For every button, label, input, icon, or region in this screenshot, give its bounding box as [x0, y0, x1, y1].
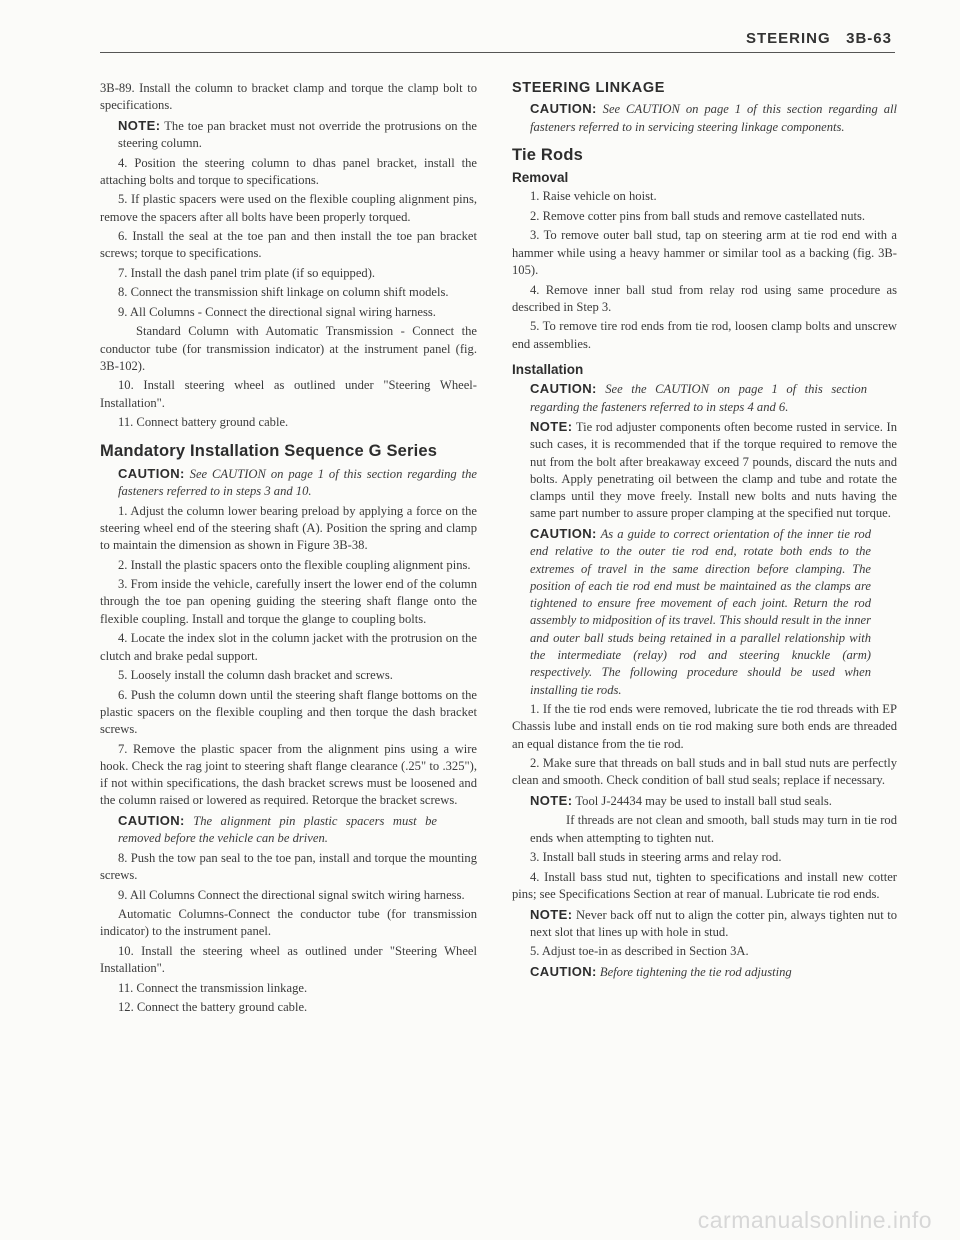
step: 4. Position the steering column to dhas panel bracket, install the attaching bolts and torque to specifications. [100, 155, 477, 187]
step: 7. Install the dash panel trim plate (if so equipped). [118, 265, 376, 280]
section-heading: STEERING LINKAGE [512, 80, 665, 96]
step: 12. Connect the battery ground cable. [118, 1000, 308, 1015]
note-text: Tool J-24434 may be used to install ball stud seals. [572, 793, 832, 808]
step: 5. To remove tire rod ends from tie rod, loosen clamp bolts and unscrew end assemblies. [512, 319, 897, 351]
note-label: NOTE: [530, 906, 573, 922]
caution [512, 963, 897, 981]
step: 10. Install the steering wheel as outlined under "Steering Wheel Installation". [100, 943, 477, 976]
note-label: NOTE: [118, 117, 161, 133]
note-continuation: If threads are not clean and smooth, ball studs may turn in tie rod ends when attempting to tighten nut. [530, 813, 897, 845]
step: 3. Install ball studs in steering arms and relay rod. [530, 850, 782, 865]
step: 9. All Columns Connect the directional signal switch wiring harness. [118, 887, 465, 902]
step: 11. Connect battery ground cable. [118, 415, 289, 430]
paragraph: 3B-89. Install the column to bracket clamp and torque the clamp bolt to specifications. [100, 81, 477, 113]
caution-text: As a guide to correct orientation of the inner tie rod end relative to the outer tie rod end, rotate both ends to the extremes of travel in the same direction before clamping. The position of each tie rod end must be maintained as the clamps are tightened to ensure free movement of each joint. Return the rod assembly to midposition of its travel. This should result in the inner and outer ball studs being retained in a parallel relationship with the intermediate (relay) rod and steering knuckle (arm) respectively. The following procedure should be used when installing tie rods. [530, 526, 871, 697]
step: 7. Remove the plastic spacer from the alignment pins using a wire hook. Check the rag joint to steering shaft flange clearance (.25" to .325"), if not within specifications, the dash bracket screws must be loosened and the column raised or lowered as required. Retorque the bracket screws. [100, 741, 477, 808]
note [512, 418, 897, 523]
header-rule [100, 52, 895, 53]
caution-label: CAUTION: [530, 963, 597, 979]
watermark: carmanualsonline.info [697, 1207, 932, 1233]
note-label: NOTE: [530, 418, 573, 434]
caution [100, 465, 477, 501]
caution [512, 380, 897, 416]
step: 2. Remove cotter pins from ball studs and remove castellated nuts. [530, 208, 866, 223]
caution [512, 525, 897, 699]
note [512, 792, 897, 810]
caution [100, 812, 477, 848]
step: 4. Install bass stud nut, tighten to specifications and install new cotter pins; see Specifications Section at rear of manual. Lubricate tie rod ends. [512, 869, 897, 902]
step: 2. Install the plastic spacers onto the flexible coupling alignment pins. [118, 557, 471, 572]
caution [512, 100, 897, 136]
caution-label: CAUTION: [530, 381, 597, 397]
caution-text: The alignment pin plastic spacers must be removed before the vehicle can be driven. [118, 813, 437, 846]
caution-text: Before tightening the tie rod adjusting [596, 964, 792, 979]
note-text: Tie rod adjuster components often become rusted in service. In such cases, it is recommended that if the torque required to remove the nut from the bolt after breakaway exceed 7 pounds, discard the nuts and bolts. Apply penetrating oil between the clamp and tube and rotate the clamps until they move freely. Install new bolts and nuts having the same part number to assure proper clamping at the specified nut torque. [530, 419, 897, 521]
step: 2. Make sure that threads on ball studs and in ball stud nuts are perfectly clean and smooth. Check condition of ball stud seals; replace if necessary. [512, 756, 897, 788]
section-heading: Mandatory Installation Sequence G Series [100, 441, 438, 460]
caution-label: CAUTION: [530, 525, 597, 541]
step: 6. Install the seal at the toe pan and then install the toe pan bracket screws; torque to specifications. [100, 229, 477, 261]
step: 8. Push the tow pan seal to the toe pan, install and torque the mounting screws. [100, 850, 477, 883]
step: 4. Locate the index slot in the column jacket with the protrusion on the clutch and brake pedal support. [100, 631, 477, 663]
page-header: STEERING 3B-63 [745, 30, 892, 47]
subheading-installation: Installation [512, 361, 584, 377]
step: 5. Loosely install the column dash bracket and screws. [118, 668, 393, 683]
caution-text: See the CAUTION on page 1 of this section regarding the fasteners referred to in steps 4 and 6. [530, 382, 867, 414]
left-column [100, 80, 477, 1019]
step: 4. Remove inner ball stud from relay rod using same procedure as described in Step 3. [512, 282, 897, 314]
step: 1. Raise vehicle on hoist. [530, 189, 657, 204]
step-continuation: Automatic Columns-Connect the conductor tube (for transmission indicator) to the instrument panel. [100, 907, 477, 939]
step: 5. If plastic spacers were used on the flexible coupling alignment pins, remove the spacers after all bolts have been properly torqued. [100, 192, 477, 224]
right-column [512, 80, 897, 983]
step-continuation: Standard Column with Automatic Transmission - Connect the conductor tube (for transmission indicator) at the instrument panel (fig. 3B-102). [100, 324, 477, 373]
step: 3. From inside the vehicle, carefully insert the lower end of the column through the toe pan opening guiding the steering shaft flange onto the flexible coupling. Install and torque the glange to coupling bolts. [100, 577, 477, 626]
subheading-removal: Removal [512, 170, 569, 186]
step: 1. If the tie rod ends were removed, lubricate the tie rod threads with EP Chassis lube and install ends on tie rod making sure both ends are threaded an equal distance from the tie rod. [512, 702, 897, 751]
caution-label: CAUTION: [118, 465, 185, 481]
step: 9. All Columns - Connect the directional signal wiring harness. [118, 304, 436, 319]
step: 3. To remove outer ball stud, tap on steering arm at tie rod end with a hammer while using a heavy hammer or similar tool as a backing (fig. 3B-105). [512, 228, 897, 278]
step: 5. Adjust toe-in as described in Section 3A. [530, 944, 749, 959]
note-text: The toe pan bracket must not override the protrusions on the steering column. [118, 118, 477, 151]
step: 11. Connect the transmission linkage. [118, 980, 308, 995]
step: 10. Install steering wheel as outlined under "Steering Wheel-Installation". [100, 378, 477, 410]
step: 6. Push the column down until the steering shaft flange bottoms on the plastic spacers on the flexible coupling and then torque the dash bracket screws. [100, 687, 477, 737]
note [512, 906, 897, 942]
caution-text: See CAUTION on page 1 of this section regarding the fasteners referred to in steps 3 and 10. [118, 466, 477, 499]
step: 1. Adjust the column lower bearing preload by applying a force on the steering wheel end of the steering shaft (A). Position the spring and clamp to maintain the dimension as shown in Figure 3B-38. [100, 503, 477, 553]
caution-label: CAUTION: [530, 101, 597, 117]
caution-label: CAUTION: [118, 812, 185, 828]
note [100, 117, 477, 153]
note-label: NOTE: [530, 792, 573, 808]
step: 8. Connect the transmission shift linkage on column shift models. [118, 285, 449, 300]
subsection-heading: Tie Rods [512, 145, 583, 164]
note-text: Never back off nut to align the cotter pin, always tighten nut to next slot that lines up with hole in stud. [530, 907, 897, 939]
caution-text: See CAUTION on page 1 of this section regarding all fasteners referred to in servicing steering linkage components. [530, 102, 897, 134]
